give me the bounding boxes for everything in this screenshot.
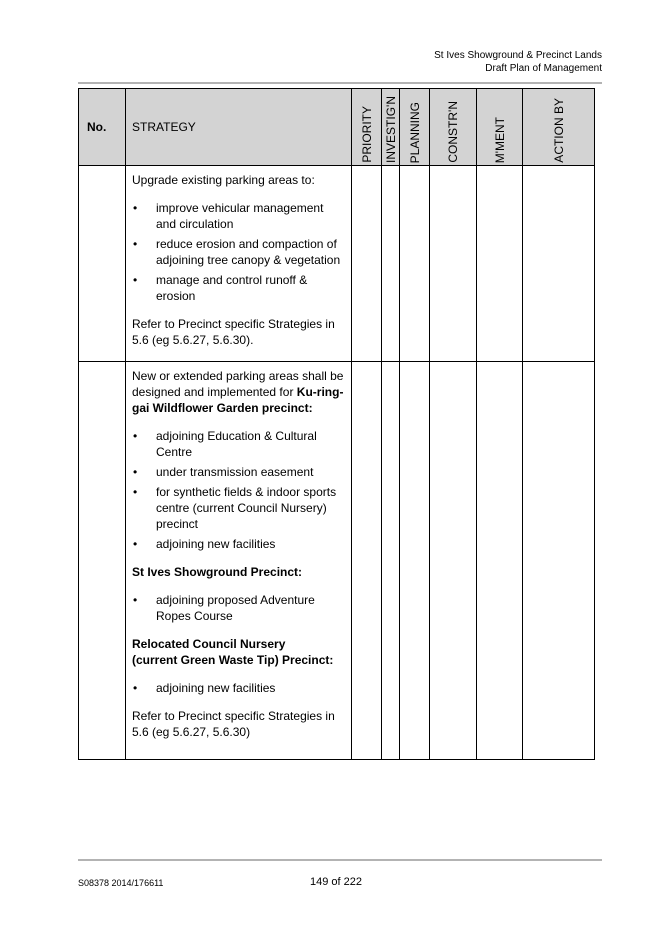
header-rule (78, 82, 602, 84)
cell-construction (430, 166, 477, 362)
list-item: • adjoining proposed Adventure Ropes Course (133, 593, 315, 623)
col-header-strategy: STRATEGY (126, 89, 352, 166)
footer-rule (78, 859, 602, 861)
cell-strategy (126, 362, 352, 760)
page-header (434, 49, 602, 75)
precinct-heading: St Ives Showground Precinct: (132, 565, 303, 579)
page-number: 149 of 222 (310, 876, 362, 888)
list-item: • improve vehicular management and circulation (133, 201, 324, 231)
cell-investigation (382, 166, 400, 362)
strategy-intro: New or extended parking areas shall be designed and implemented for Ku-ring-gai Wildflower Garden precinct: (132, 369, 344, 415)
col-header-planning: PLANNING (400, 89, 430, 166)
strategy-refer: Refer to Precinct specific Strategies in 5.6 (eg 5.6.27, 5.6.30). (132, 317, 335, 347)
footer-reference: S08378 2014/176611 (78, 878, 164, 888)
cell-priority (352, 362, 382, 760)
list-item: • under transmission easement (133, 465, 314, 479)
cell-no (79, 166, 126, 362)
header-line-1: St Ives Showground & Precinct Lands (434, 50, 602, 61)
cell-action-by (523, 166, 595, 362)
table-header-row (79, 89, 595, 166)
strategy-refer: Refer to Precinct specific Strategies in 5.6 (eg 5.6.27, 5.6.30) (132, 709, 335, 739)
list-item: • reduce erosion and compaction of adjoining tree canopy & vegetation (133, 237, 341, 267)
cell-strategy (126, 166, 352, 362)
list-item: • adjoining Education & Cultural Centre (133, 429, 317, 459)
list-item: • adjoining new facilities (133, 537, 276, 551)
cell-action-by (523, 362, 595, 760)
strategy-table (78, 88, 595, 760)
col-header-no: No. (79, 89, 126, 166)
cell-investigation (382, 362, 400, 760)
table-row (79, 166, 595, 362)
cell-planning (400, 362, 430, 760)
strategy-intro: Upgrade existing parking areas to: (132, 173, 315, 187)
list-item: • for synthetic fields & indoor sports centre (current Council Nursery) precinct (133, 485, 337, 531)
col-header-management: M'MENT (477, 89, 523, 166)
cell-management (477, 362, 523, 760)
list-item: • manage and control runoff & erosion (133, 273, 308, 303)
table-row (79, 362, 595, 760)
header-line-2: Draft Plan of Management (485, 63, 602, 74)
cell-construction (430, 362, 477, 760)
cell-management (477, 166, 523, 362)
col-header-action-by: ACTION BY (523, 89, 595, 166)
list-item: • adjoining new facilities (133, 681, 276, 695)
cell-no (79, 362, 126, 760)
cell-planning (400, 166, 430, 362)
precinct-heading: Relocated Council Nursery (current Green Waste Tip) Precinct: (132, 637, 334, 667)
col-header-priority: PRIORITY (352, 89, 382, 166)
col-header-construction: CONSTR'N (430, 89, 477, 166)
col-header-investigation: INVESTIG'N (382, 89, 400, 166)
cell-priority (352, 166, 382, 362)
